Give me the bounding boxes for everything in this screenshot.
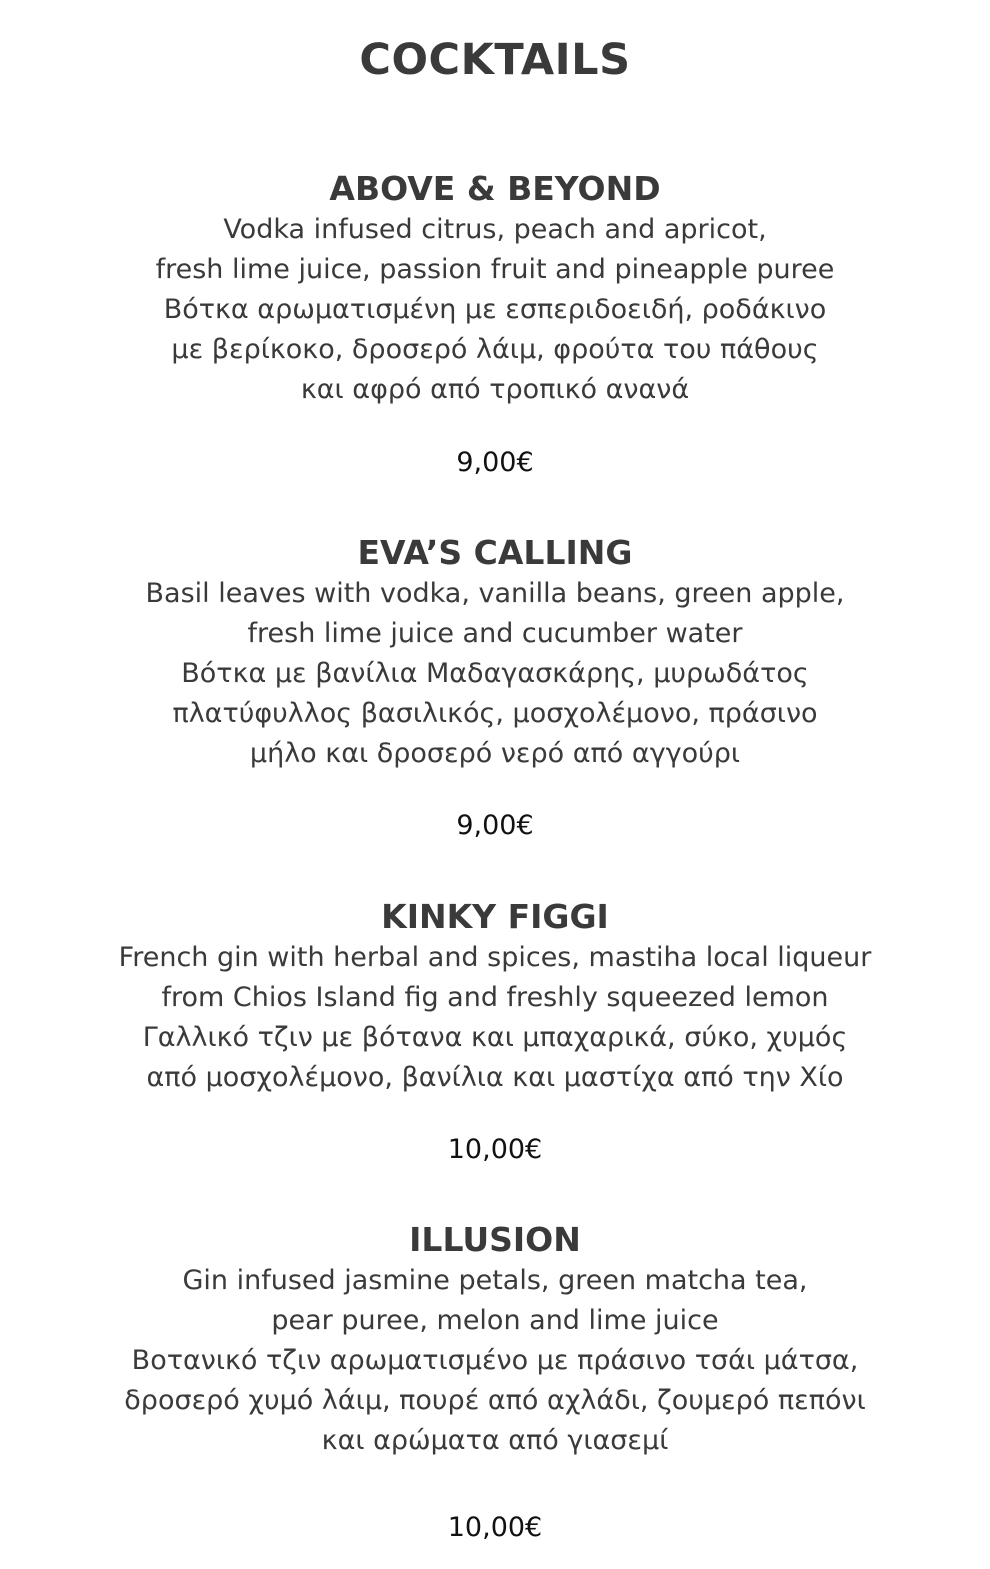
description-line: Γαλλικό τζιν με βότανα και μπαχαρικά, σύκο, χυμός xyxy=(142,1022,848,1053)
description-line: και αρώματα από γιασεμί xyxy=(321,1425,669,1456)
item-description xyxy=(0,574,990,774)
menu-item-above-and-beyond xyxy=(0,168,990,410)
description-line: Βότκα με βανίλια Μαδαγασκάρης, μυρωδάτος xyxy=(181,658,809,689)
description-line: fresh lime juice, passion fruit and pineapple puree xyxy=(155,254,835,285)
item-name: KINKY FIGGI xyxy=(381,897,609,936)
menu-item-kinky-figgi xyxy=(0,896,990,1098)
menu-item-evas-calling xyxy=(0,532,990,774)
item-name: EVA’S CALLING xyxy=(357,533,633,572)
item-name: ILLUSION xyxy=(409,1220,581,1259)
description-line: και αφρό από τροπικό ανανά xyxy=(300,374,690,405)
menu-item-illusion xyxy=(0,1219,990,1461)
item-description xyxy=(0,210,990,410)
description-line: fresh lime juice and cucumber water xyxy=(247,618,743,649)
menu-title: COCKTAILS xyxy=(359,35,631,85)
item-price: 10,00€ xyxy=(447,1134,543,1165)
description-line: δροσερό χυμό λάιμ, πουρέ από αχλάδι, ζουμερό πεπόνι xyxy=(124,1385,866,1416)
item-price: 9,00€ xyxy=(456,810,534,841)
item-description xyxy=(0,1261,990,1461)
description-line: με βερίκοκο, δροσερό λάιμ, φρούτα του πάθους xyxy=(171,334,819,365)
item-price: 10,00€ xyxy=(447,1512,543,1543)
description-line: Basil leaves with vodka, vanilla beans, green apple, xyxy=(145,578,845,609)
description-line: French gin with herbal and spices, mastiha local liqueur xyxy=(118,942,872,973)
description-line: Βότκα αρωματισμένη με εσπεριδοειδή, ροδάκινο xyxy=(163,294,827,325)
description-line: Gin infused jasmine petals, green matcha tea, xyxy=(182,1265,808,1296)
item-description xyxy=(0,938,990,1098)
description-line: από μοσχολέμονο, βανίλια και μαστίχα από την Χίο xyxy=(146,1062,844,1093)
description-line: Βοτανικό τζιν αρωματισμένο με πράσινο τσάι μάτσα, xyxy=(131,1345,859,1376)
description-line: πλατύφυλλος βασιλικός, μοσχολέμονο, πράσινο xyxy=(172,698,818,729)
description-line: μήλο και δροσερό νερό από αγγούρι xyxy=(249,738,741,769)
item-name: ABOVE & BEYOND xyxy=(329,169,661,208)
description-line: Vodka infused citrus, peach and apricot, xyxy=(223,214,767,245)
description-line: pear puree, melon and lime juice xyxy=(271,1305,719,1336)
item-price: 9,00€ xyxy=(456,447,534,478)
description-line: from Chios Island fig and freshly squeezed lemon xyxy=(161,982,829,1013)
